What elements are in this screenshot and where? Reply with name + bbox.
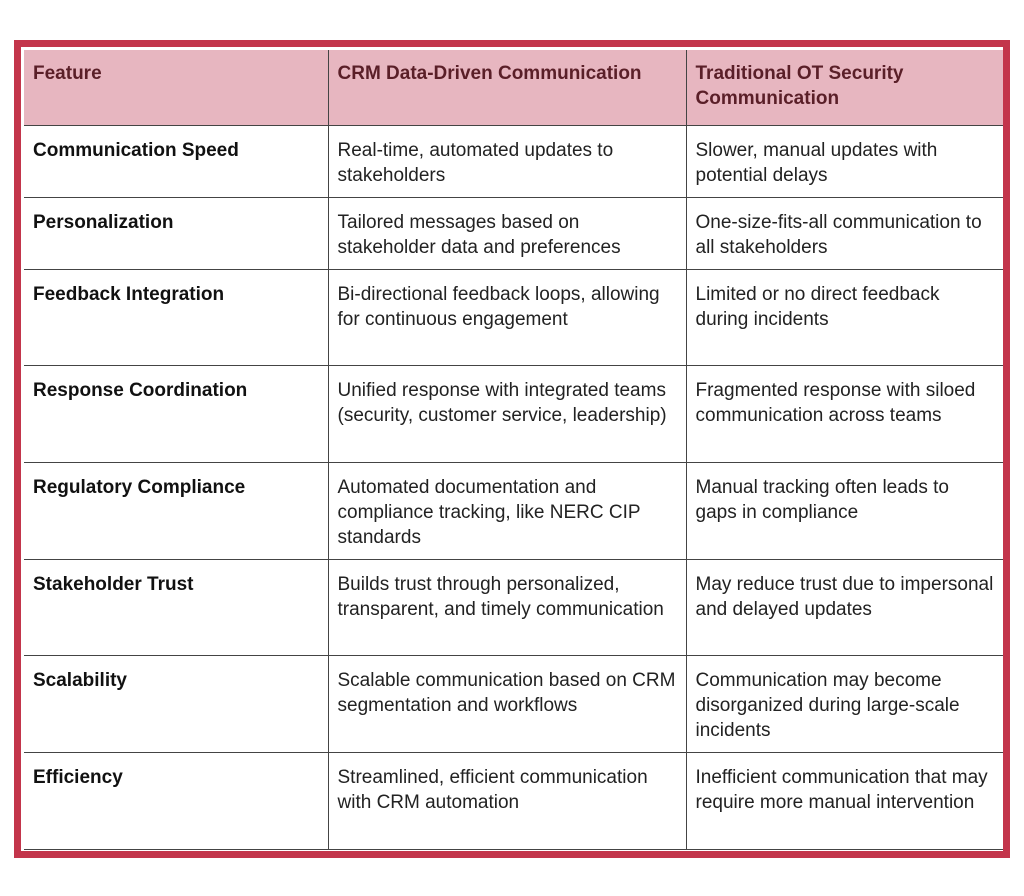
traditional-cell: Manual tracking often leads to gaps in compliance (686, 462, 1004, 559)
table-row (24, 655, 1004, 752)
traditional-cell: Slower, manual updates with potential delays (686, 125, 1004, 197)
crm-cell: Automated documentation and compliance tracking, like NERC CIP standards (328, 462, 686, 559)
header-traditional: Traditional OT Security Communication (686, 50, 1004, 125)
feature-cell: Communication Speed (24, 125, 328, 197)
comparison-table-frame (14, 40, 1010, 858)
table-row (24, 125, 1004, 197)
table-row (24, 462, 1004, 559)
feature-cell: Personalization (24, 197, 328, 269)
traditional-cell: May reduce trust due to impersonal and delayed updates (686, 559, 1004, 655)
feature-cell: Efficiency (24, 752, 328, 849)
crm-cell: Scalable communication based on CRM segmentation and workflows (328, 655, 686, 752)
feature-cell: Response Coordination (24, 365, 328, 462)
traditional-cell: Fragmented response with siloed communication across teams (686, 365, 1004, 462)
table-row (24, 752, 1004, 849)
feature-cell: Regulatory Compliance (24, 462, 328, 559)
crm-cell: Bi-directional feedback loops, allowing for continuous engagement (328, 269, 686, 365)
table-row (24, 559, 1004, 655)
traditional-cell: Communication may become disorganized during large-scale incidents (686, 655, 1004, 752)
header-feature: Feature (24, 50, 328, 125)
header-crm: CRM Data-Driven Communication (328, 50, 686, 125)
traditional-cell: Limited or no direct feedback during incidents (686, 269, 1004, 365)
crm-cell: Unified response with integrated teams (security, customer service, leadership) (328, 365, 686, 462)
traditional-cell: Inefficient communication that may require more manual intervention (686, 752, 1004, 849)
table-row (24, 197, 1004, 269)
crm-cell: Builds trust through personalized, transparent, and timely communication (328, 559, 686, 655)
crm-cell: Tailored messages based on stakeholder data and preferences (328, 197, 686, 269)
feature-cell: Feedback Integration (24, 269, 328, 365)
crm-cell: Streamlined, efficient communication with CRM automation (328, 752, 686, 849)
traditional-cell: One-size-fits-all communication to all stakeholders (686, 197, 1004, 269)
table-header-row (24, 50, 1004, 125)
feature-cell: Stakeholder Trust (24, 559, 328, 655)
comparison-table (24, 50, 1004, 850)
table-row (24, 269, 1004, 365)
table-row (24, 365, 1004, 462)
crm-cell: Real-time, automated updates to stakeholders (328, 125, 686, 197)
feature-cell: Scalability (24, 655, 328, 752)
